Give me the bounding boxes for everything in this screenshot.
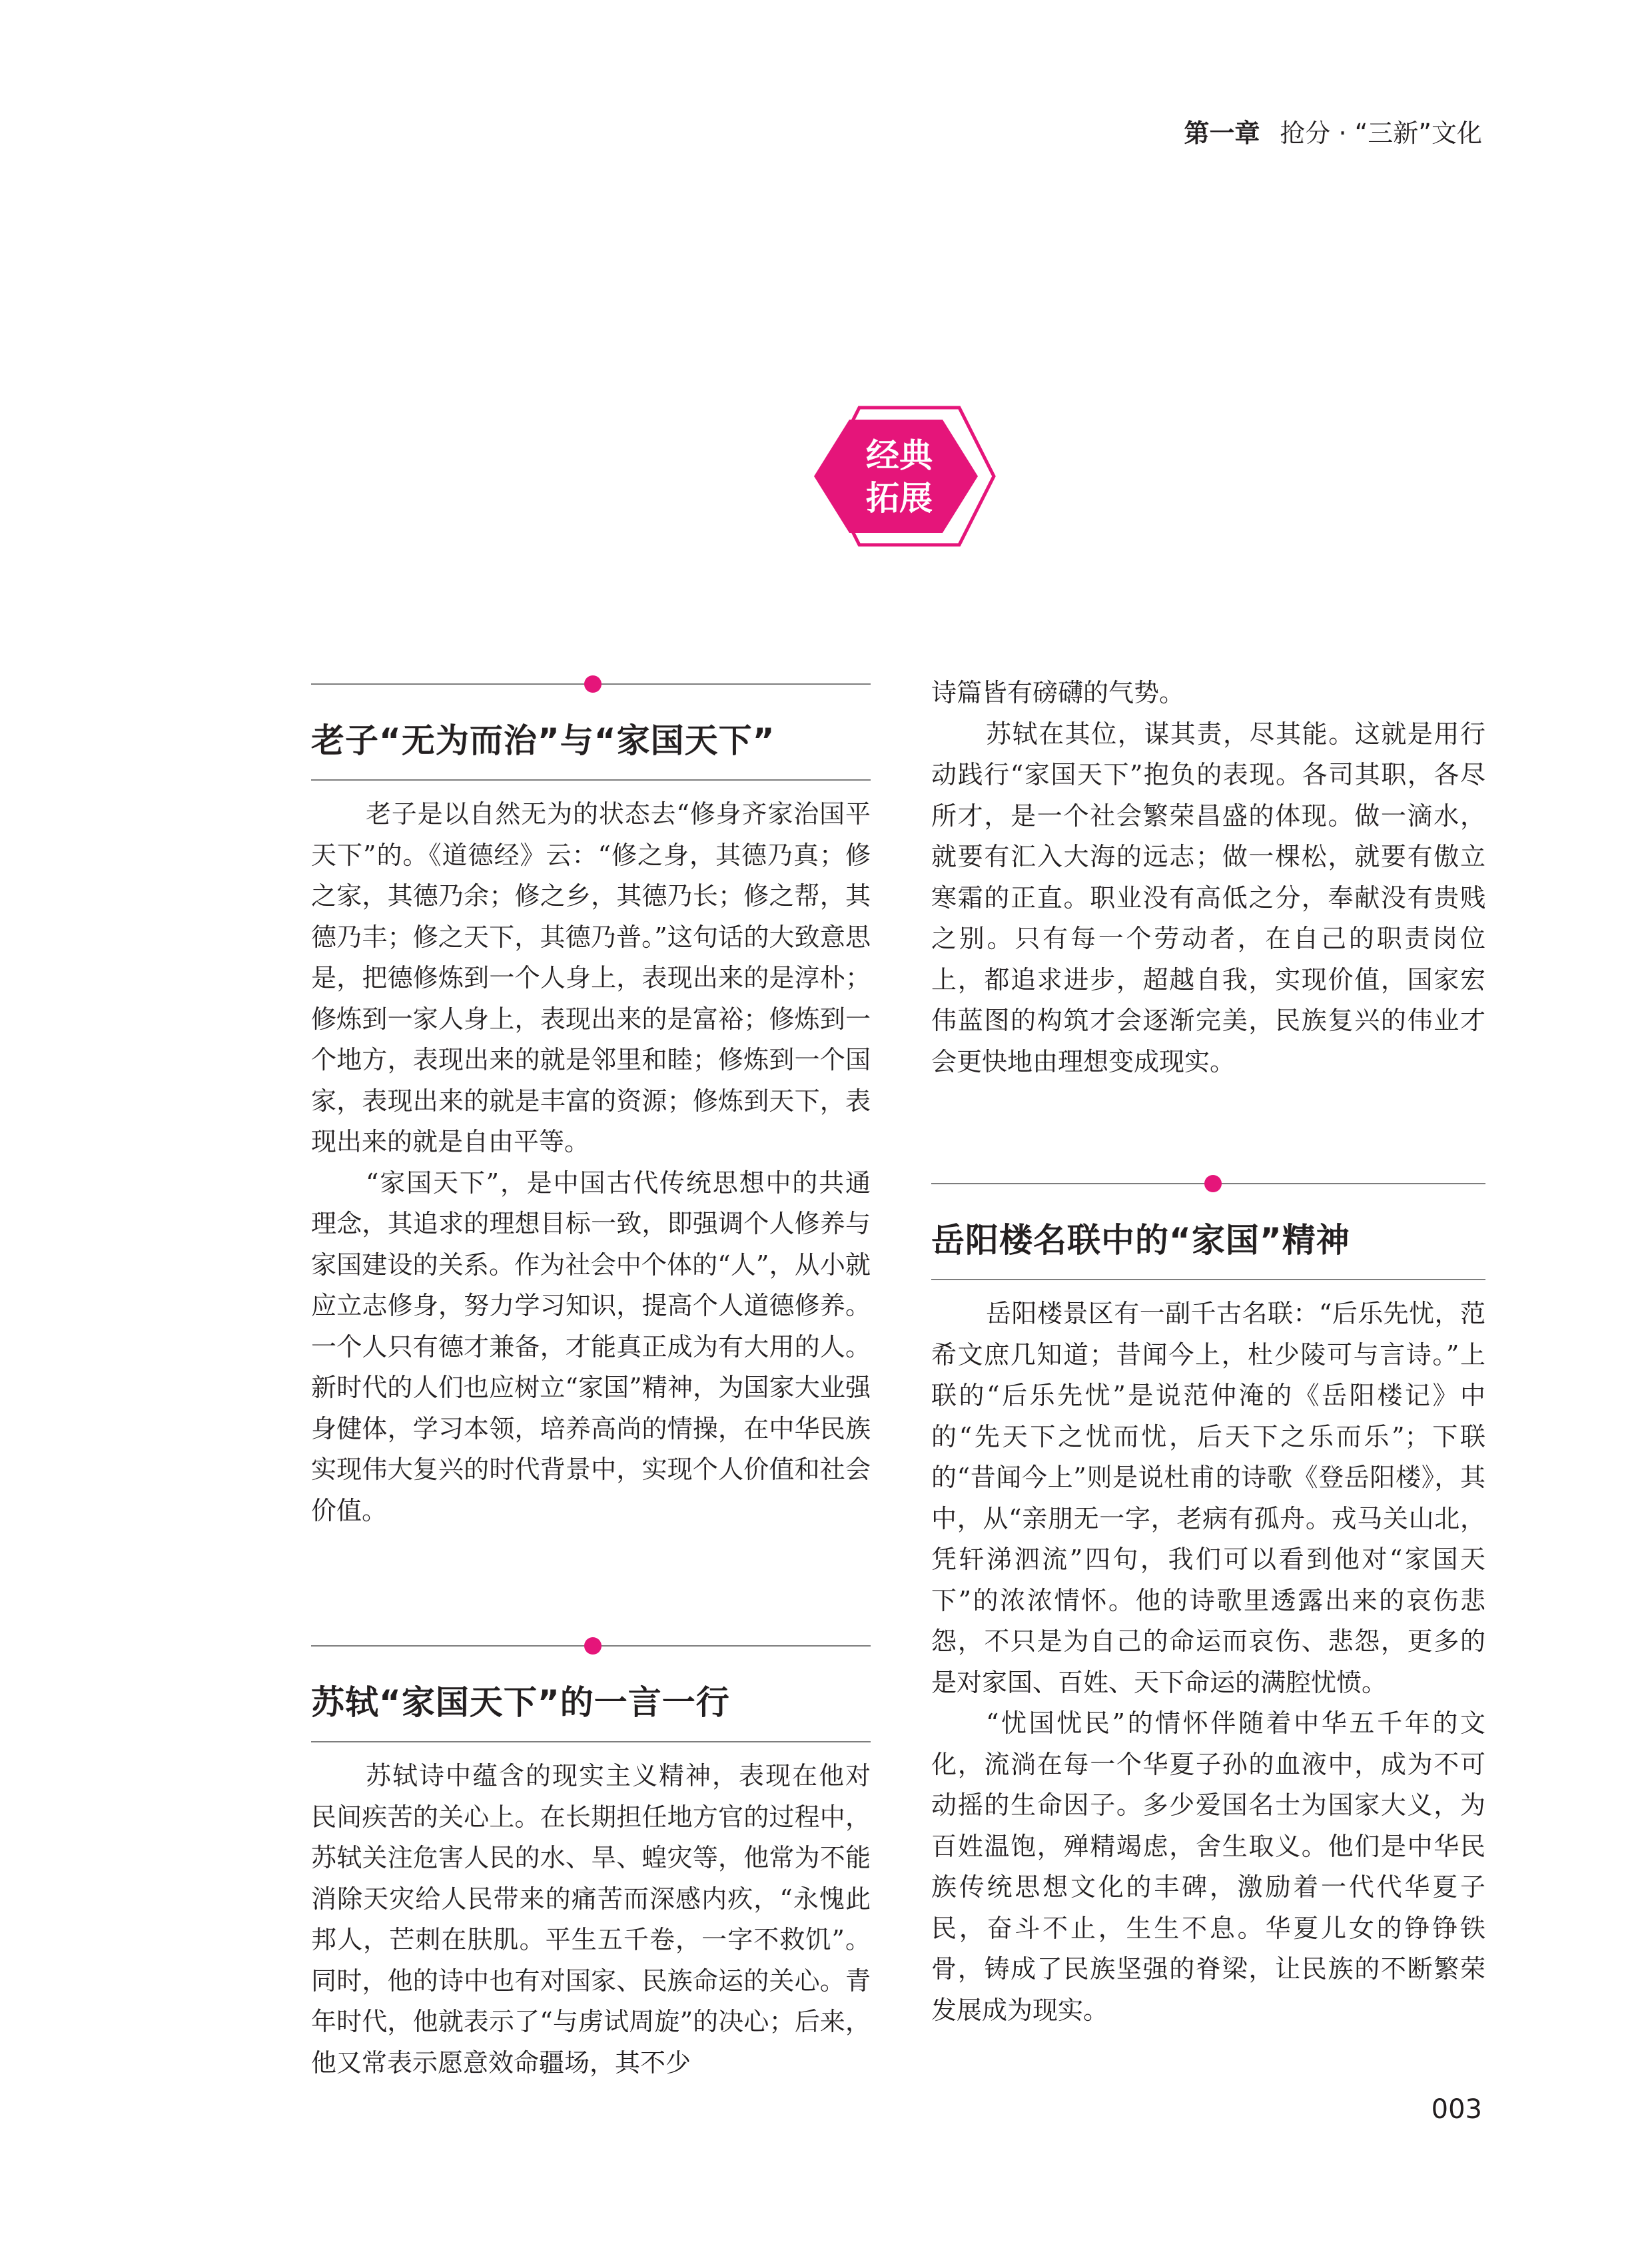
section-top-rule [931, 1179, 1485, 1188]
section-bottom-rule [931, 1279, 1485, 1280]
bullet-dot-icon [584, 1637, 602, 1655]
paragraph: 老子是以自然无为的状态去“修身齐家治国平天下”的。《道德经》云：“修之身，其德乃真；修之家，其德乃余；修之乡，其德乃长；修之帮，其德乃丰；修之天下，其德乃普。”这句话的大致意思是，把德修炼到一个人身上，表现出来的是淳朴；修炼到一家人身上，表现出来的是富裕；修炼到一个地方，表现出来的就是邻里和睦；修炼到一个国家，表现出来的就是丰富的资源；修炼到天下，表现出来的就是自由平等。 [311, 799, 871, 1156]
badge-line-1: 经典 [866, 436, 933, 475]
section-bottom-rule [311, 779, 871, 781]
section-top-rule [311, 1641, 871, 1651]
section-yueyanglou [931, 1179, 1485, 2031]
section-bottom-rule [311, 1741, 871, 1742]
chapter-title: 抢分 · “三新”文化 [1280, 119, 1482, 148]
chapter-label: 第一章 [1184, 119, 1260, 148]
bullet-dot-icon [1204, 1175, 1222, 1192]
section-title: 苏轼“家国天下”的一言一行 [311, 1683, 730, 1722]
badge-text [839, 434, 959, 520]
section-title: 老子“无为而治”与“家国天下” [311, 721, 775, 760]
section-badge [813, 400, 999, 553]
running-header [1184, 113, 1482, 153]
paragraph: 诗篇皆有磅礴的气势。 [931, 678, 1185, 707]
page-number: 003 [1431, 2094, 1482, 2125]
paragraph: 苏轼诗中蕴含的现实主义精神，表现在他对民间疾苦的关心上。在长期担任地方官的过程中，苏轼关注危害人民的水、旱、蝗灾等，他常为不能消除天灾给人民带来的痛苦而深感内疚，“永愧此邦人，芒刺在肤肌。平生五千卷，一字不救饥”。同时，他的诗中也有对国家、民族命运的关心。青年时代，他就表示了“与虏试周旋”的决心；后来，他又常表示愿意效命疆场，其不少 [311, 1761, 871, 2077]
bullet-dot-icon [584, 675, 602, 693]
section-sushi-continued [931, 673, 1485, 1082]
paragraph: 苏轼在其位，谋其责，尽其能。这就是用行动践行“家国天下”抱负的表现。各司其职，各尽所才，是一个社会繁荣昌盛的体现。做一滴水，就要有汇入大海的远志；做一棵松，就要有傲立寒霜的正直。职业没有高低之分，奉献没有贵贱之别。只有每一个劳动者，在自己的职责岗位上，都追求进步，超越自我，实现价值，国家宏伟蓝图的构筑才会逐渐完美，民族复兴的伟业才会更快地由理想变成现实。 [931, 719, 1485, 1076]
badge-line-2: 拓展 [866, 479, 933, 518]
section-top-rule [311, 679, 871, 689]
paragraph: “忧国忧民”的情怀伴随着中华五千年的文化，流淌在每一个华夏子孙的血液中，成为不可动摇的生命因子。多少爱国名士为国家大义，为百姓温饱，殚精竭虑，舍生取义。他们是中华民族传统思想文化的丰碑，激励着一代代华夏子民，奋斗不止，生生不息。华夏儿女的铮铮铁骨，铸成了民族坚强的脊梁，让民族的不断繁荣发展成为现实。 [931, 1708, 1485, 2025]
section-title: 岳阳楼名联中的“家国”精神 [931, 1221, 1350, 1260]
section-laozi [311, 679, 871, 1531]
paragraph: “家国天下”，是中国古代传统思想中的共通理念，其追求的理想目标一致，即强调个人修养与家国建设的关系。作为社会中个体的“人”，从小就应立志修身，努力学习知识，提高个人道德修养。一个人只有德才兼备，才能真正成为有大用的人。新时代的人们也应树立“家国”精神，为国家大业强身健体，学习本领，培养高尚的情操，在中华民族实现伟大复兴的时代背景中，实现个人价值和社会价值。 [311, 1168, 871, 1525]
paragraph: 岳阳楼景区有一副千古名联：“后乐先忧，范希文庶几知道；昔闻今上，杜少陵可与言诗。”上联的“后乐先忧”是说范仲淹的《岳阳楼记》中的“先天下之忧而忧，后天下之乐而乐”；下联的“昔闻今上”则是说杜甫的诗歌《登岳阳楼》，其中，从“亲朋无一字，老病有孤舟。戎马关山北，凭轩涕泗流”四句，我们可以看到他对“家国天下”的浓浓情怀。他的诗歌里透露出来的哀伤悲怨，不只是为自己的命运而哀伤、悲怨，更多的是对家国、百姓、天下命运的满腔忧愤。 [931, 1299, 1485, 1697]
section-sushi [311, 1641, 871, 2083]
